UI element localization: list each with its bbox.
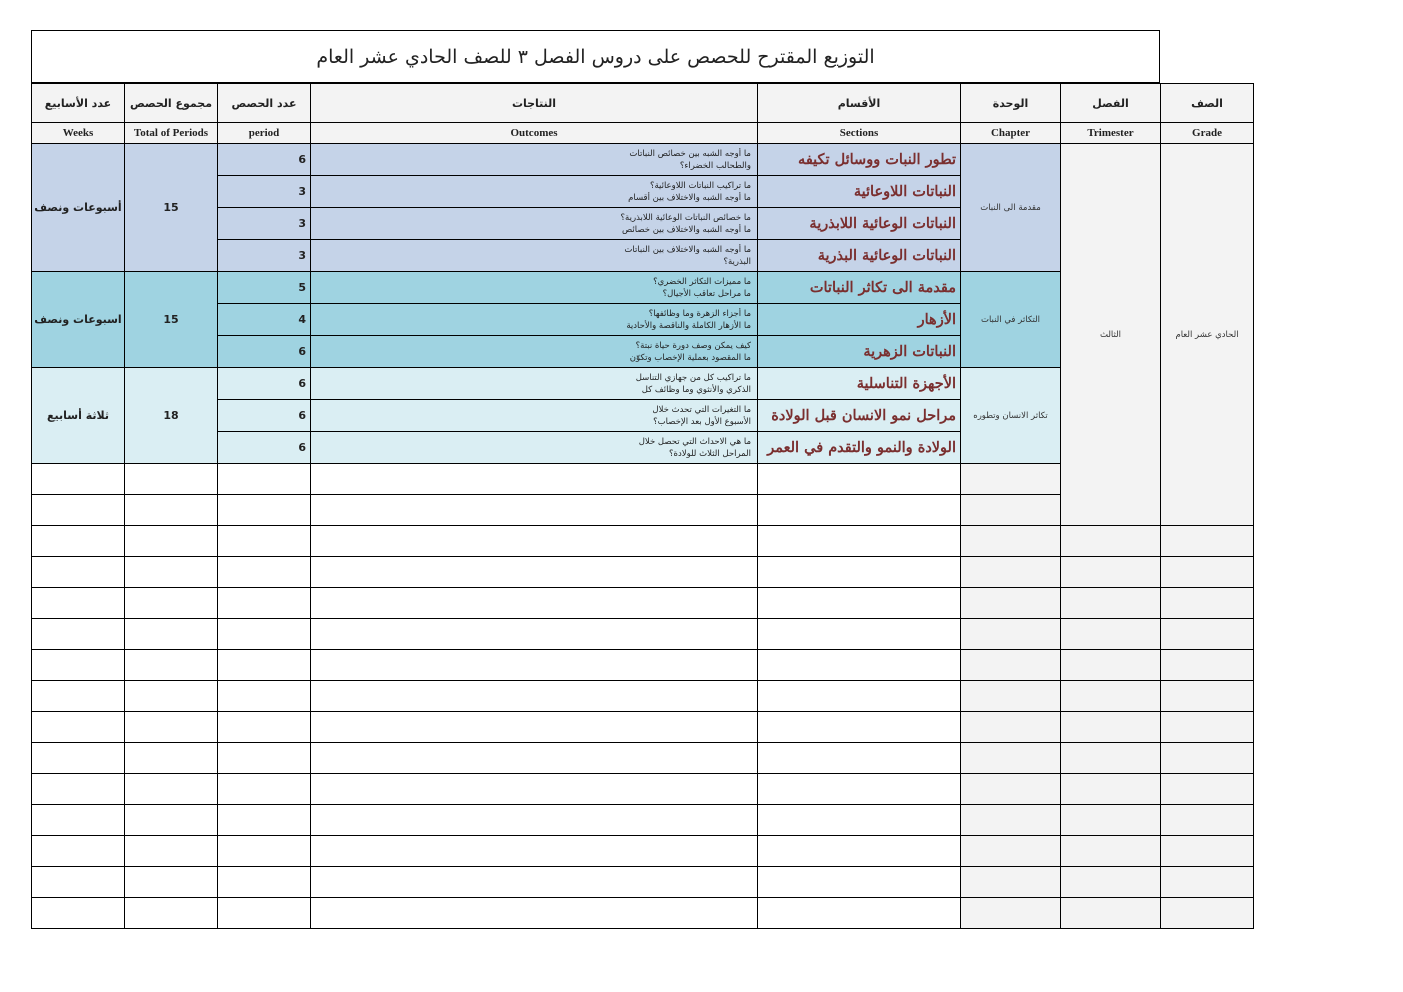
period-cell: 6 [218,368,311,400]
section-cell: مقدمة الى تكاثر النباتات [758,272,961,304]
weeks-cell: أسبوعات ونصف [32,144,125,272]
section-cell: النباتات اللاوعائية [758,176,961,208]
period-cell: 3 [218,240,311,272]
header-periods-ar: عدد الحصص [218,84,311,123]
chapter-cell: تكاثر الانسان وتطوره [961,368,1061,464]
header-sections-en: Sections [758,123,961,144]
weeks-cell: ثلاثة أسابيع [32,368,125,464]
section-cell: مراحل نمو الانسان قبل الولادة [758,400,961,432]
header-weeks-ar: عدد الأسابيع [32,84,125,123]
grade-cell: الحادي عشر العام [1161,144,1254,526]
period-cell: 6 [218,336,311,368]
empty-row [32,619,1254,650]
period-cell: 6 [218,400,311,432]
header-row-arabic [32,84,1254,123]
header-trimester-ar: الفصل [1061,84,1161,123]
period-cell: 3 [218,176,311,208]
period-cell: 6 [218,144,311,176]
page-title [31,30,1160,83]
section-cell: تطور النبات ووسائل تكيفه [758,144,961,176]
total-cell: 15 [125,272,218,368]
outcome-cell: ما التغيرات التي تحدث خلال الأسبوع الأول بعد الإخصاب؟ [311,400,758,432]
header-total-ar: مجموع الحصص [125,84,218,123]
chapter-cell: مقدمة الى النبات [961,144,1061,272]
header-weeks-en: Weeks [32,123,125,144]
header-grade-ar: الصف [1161,84,1254,123]
empty-row [32,743,1254,774]
header-trimester-en: Trimester [1061,123,1161,144]
empty-row [32,588,1254,619]
table-row [32,144,1254,176]
empty-row [32,681,1254,712]
section-cell: النباتات الوعائية اللابذرية [758,208,961,240]
outcome-cell: كيف يمكن وصف دورة حياة نبتة؟ ما المقصود بعملية الإخصاب وتكوّن [311,336,758,368]
section-cell: النباتات الزهرية [758,336,961,368]
period-cell: 5 [218,272,311,304]
outcome-cell: ما أوجه الشبه بين خصائص النباتات والطحالب الخضراء؟ [311,144,758,176]
outcome-cell: ما مميزات التكاثر الخضري؟ ما مراحل تعاقب الأجيال؟ [311,272,758,304]
period-cell: 4 [218,304,311,336]
header-periods-en: period [218,123,311,144]
total-cell: 18 [125,368,218,464]
header-grade-en: Grade [1161,123,1254,144]
distribution-table [31,83,1254,929]
section-cell: الولادة والنمو والتقدم في العمر [758,432,961,464]
empty-row [32,805,1254,836]
empty-row [32,650,1254,681]
empty-row [32,526,1254,557]
empty-row [32,836,1254,867]
outcome-cell: ما أجزاء الزهرة وما وظائفها؟ ما الأزهار الكاملة والناقصة والأحادية [311,304,758,336]
header-total-en: Total of Periods [125,123,218,144]
empty-row [32,867,1254,898]
outcome-cell: ما تراكيب كل من جهازي التناسل الذكري والأنثوي وما وظائف كل [311,368,758,400]
outcome-cell: ما أوجه الشبه والاختلاف بين النباتات البذرية؟ [311,240,758,272]
trimester-cell: الثالث [1061,144,1161,526]
empty-row [32,774,1254,805]
period-cell: 6 [218,432,311,464]
section-cell: الأزهار [758,304,961,336]
period-cell: 3 [218,208,311,240]
header-outcomes-en: Outcomes [311,123,758,144]
outcome-cell: ما تراكيب النباتات اللاوعائية؟ ما أوجه الشبه والاختلاف بين أقسام [311,176,758,208]
outcome-cell: ما هي الاحداث التي تحصل خلال المراحل الثلاث للولادة؟ [311,432,758,464]
section-cell: الأجهزة التناسلية [758,368,961,400]
header-outcomes-ar: النتاجات [311,84,758,123]
header-chapter-en: Chapter [961,123,1061,144]
section-cell: النباتات الوعائية البذرية [758,240,961,272]
header-chapter-ar: الوحدة [961,84,1061,123]
chapter-cell: التكاثر في النبات [961,272,1061,368]
empty-row [32,557,1254,588]
total-cell: 15 [125,144,218,272]
weeks-cell: اسبوعات ونصف [32,272,125,368]
empty-row [32,712,1254,743]
empty-row [32,898,1254,929]
header-sections-ar: الأقسام [758,84,961,123]
header-row-english [32,123,1254,144]
title-text: التوزيع المقترح للحصص على دروس الفصل ٣ للصف الحادي عشر العام [316,45,875,68]
outcome-cell: ما خصائص النباتات الوعائية اللابذرية؟ ما أوجه الشبه والاختلاف بين خصائص [311,208,758,240]
